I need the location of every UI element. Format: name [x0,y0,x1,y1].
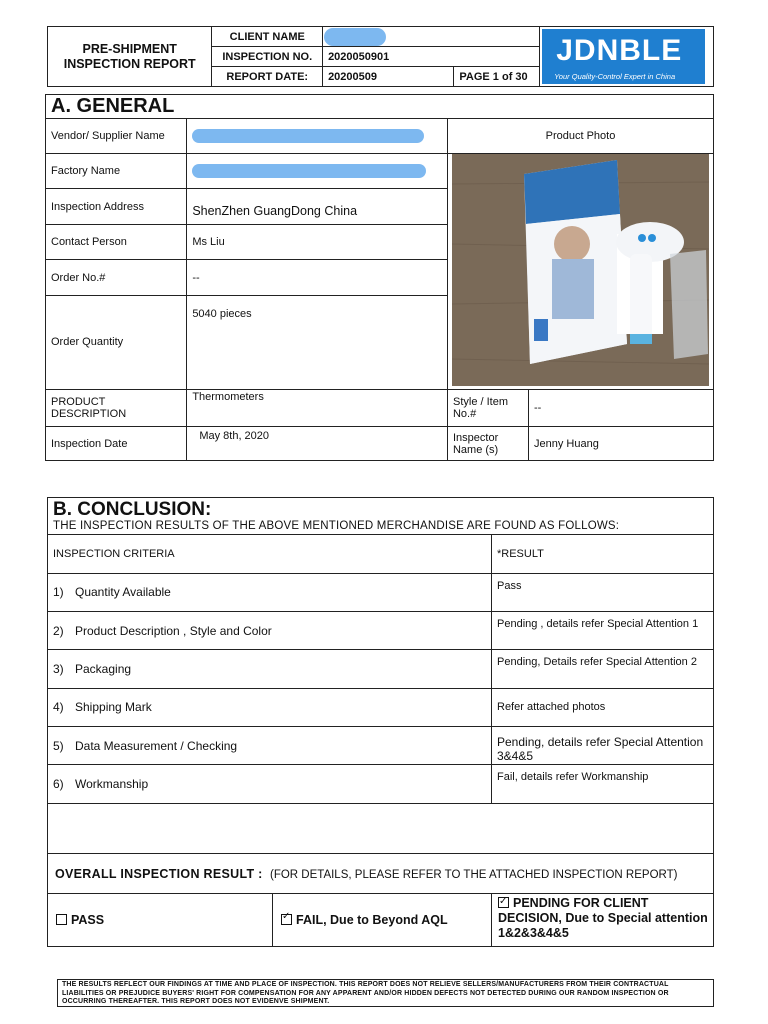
checkbox-unchecked-icon[interactable] [56,914,67,925]
date-value: May 8th, 2020 [187,427,448,461]
factory-label: Factory Name [46,154,187,189]
conclusion-subtitle: THE INSPECTION RESULTS OF THE ABOVE MENTIONED MERCHANDISE ARE FOUND AS FOLLOWS: [53,520,620,532]
option-pending-label: PENDING FOR CLIENT DECISION, Due to Special attention 1&2&3&4&5 [498,896,708,941]
criteria-number: 2) [53,623,64,638]
general-heading: A. GENERAL [46,95,714,119]
result-value: Pending , details refer Special Attention 1 [492,611,714,649]
criteria-number: 3) [53,661,64,676]
criteria-row [48,573,492,611]
criteria-number: 6) [53,776,64,791]
criteria-header: INSPECTION CRITERIA [48,535,492,573]
company-logo [540,27,714,87]
overall-result-label: OVERALL INSPECTION RESULT : [55,866,263,881]
page-number: PAGE 1 of 30 [454,67,540,87]
report-title-line2: INSPECTION REPORT [63,56,196,71]
address-value: ShenZhen GuangDong China [187,189,448,224]
logo-tagline: Your Quality-Control Expert in China [554,72,676,81]
report-date-value: 20200509 [323,67,454,87]
style-label: Style / Item No.# [447,390,528,427]
contact-label: Contact Person [46,224,187,259]
disclaimer-box [57,979,714,1007]
report-title [48,27,212,87]
criteria-number: 4) [53,700,64,715]
redaction-mark [324,28,386,46]
report-date-label: REPORT DATE: [212,67,323,87]
order-no-value: -- [187,260,448,295]
criteria-row [48,765,492,803]
factory-value [187,154,448,189]
criteria-label: Quantity Available [75,585,171,600]
vendor-label: Vendor/ Supplier Name [46,119,187,154]
date-label: Inspection Date [46,427,187,461]
result-header: *RESULT [492,535,714,573]
criteria-row [48,688,492,726]
inspector-label: Inspector Name (s) [447,427,528,461]
vendor-value [187,119,448,154]
criteria-row [48,726,492,764]
report-title-line1: PRE-SHIPMENT [82,41,177,56]
style-value: -- [529,390,714,427]
option-pass-label: PASS [71,913,105,928]
logo-text: JDNBLE [556,34,683,67]
checkbox-checked-icon[interactable] [281,914,292,925]
criteria-label: Product Description , Style and Color [75,623,272,638]
conclusion-heading: B. CONCLUSION [53,499,205,520]
criteria-number: 5) [53,738,64,753]
option-pass[interactable] [48,894,273,947]
criteria-label: Packaging [75,661,132,676]
criteria-row [48,650,492,688]
product-desc-value: Thermometers [187,390,448,427]
contact-value: Ms Liu [187,224,448,259]
product-photo-image [452,154,709,386]
general-section [45,94,714,461]
conclusion-header [48,498,714,535]
conclusion-section [47,497,714,947]
redaction-mark [192,129,424,143]
order-no-label: Order No.# [46,260,187,295]
criteria-label: Shipping Mark [75,700,152,715]
criteria-number: 1) [53,585,64,600]
checkbox-checked-icon[interactable] [498,897,509,908]
option-pending[interactable] [492,894,714,947]
criteria-row [48,611,492,649]
disclaimer-text: THE RESULTS REFLECT OUR FINDINGS AT TIME AND PLACE OF INSPECTION. THIS REPORT DOES NOT RELIEVE SELLERS/MANUFACTURERS FROM THEIR CONTRACTUAL LIABILITIES OR PREJUDICE BUYERS' RIGHT FOR COMPENSATION FOR ANY APPARENT AND/OR HIDDEN DEFECTS NOT DETECTED DURING OUR RANDOM INSPECTION OR OCCURRING THEREAFTER. THIS REPORT DOES NOT EVIDENVE SHIPMENT. [62,981,669,1005]
inspector-value: Jenny Huang [529,427,714,461]
order-qty-label: Order Quantity [46,295,187,389]
result-value: Refer attached photos [492,688,714,726]
result-value: Fail, details refer Workmanship [492,765,714,803]
client-name-value [323,27,540,47]
overall-result-row [48,854,714,894]
conclusion-heading-colon: : [205,499,212,520]
inspection-no-value: 2020050901 [323,47,540,67]
inspection-no-label: INSPECTION NO. [212,47,323,67]
report-header [47,26,714,87]
client-name-label: CLIENT NAME [212,27,323,47]
logo-badge [542,29,705,84]
overall-result-note: (FOR DETAILS, PLEASE REFER TO THE ATTACHED INSPECTION REPORT) [270,868,678,881]
criteria-label: Workmanship [75,776,149,791]
redaction-mark [192,164,426,178]
address-label: Inspection Address [46,189,187,224]
option-fail-label: FAIL, Due to Beyond AQL [296,913,448,928]
result-value: Pending, Details refer Special Attention 2 [492,650,714,688]
product-desc-label: PRODUCT DESCRIPTION [46,390,187,427]
result-value: Pass [492,573,714,611]
option-fail[interactable] [273,894,492,947]
result-value: Pending, details refer Special Attention 3&4&5 [492,726,714,764]
blank-row [48,803,714,853]
order-qty-value: 5040 pieces [187,295,448,389]
criteria-label: Data Measurement / Checking [75,738,238,753]
product-photo-label: Product Photo [447,119,713,154]
product-photo [447,154,713,390]
